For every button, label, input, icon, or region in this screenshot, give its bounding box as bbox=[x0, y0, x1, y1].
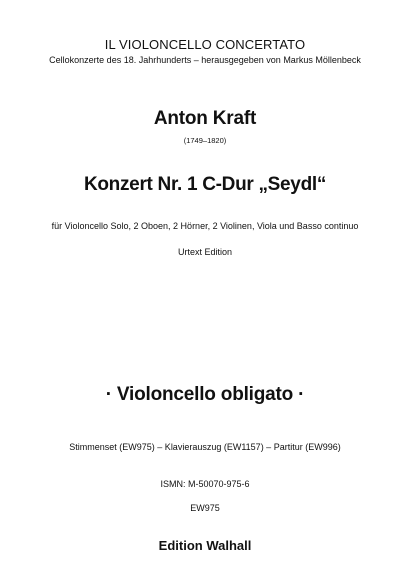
edition-type: Urtext Edition bbox=[177, 247, 233, 257]
ismn-number: ISMN: M-50070-975-6 bbox=[160, 479, 250, 489]
catalog-number: EW975 bbox=[190, 503, 220, 513]
series-title: IL VIOLONCELLO CONCERTATO bbox=[104, 37, 306, 52]
series-subtitle: Cellokonzerte des 18. Jahrhunderts – herausgegeben von Markus Möllenbeck bbox=[49, 55, 361, 65]
work-scoring: für Violoncello Solo, 2 Oboen, 2 Hörner, 2 Violinen, Viola und Basso continuo bbox=[51, 221, 359, 231]
publisher-name: Edition Walhall bbox=[158, 538, 252, 553]
work-title: Konzert Nr. 1 C-Dur „Seydl“ bbox=[83, 174, 327, 195]
composer-name: Anton Kraft bbox=[153, 108, 257, 129]
composer-dates: (1749–1820) bbox=[183, 136, 227, 145]
part-name: · Violoncello obligato · bbox=[105, 384, 305, 405]
related-editions: Stimmenset (EW975) – Klavierauszug (EW1157) – Partitur (EW996) bbox=[69, 442, 341, 452]
